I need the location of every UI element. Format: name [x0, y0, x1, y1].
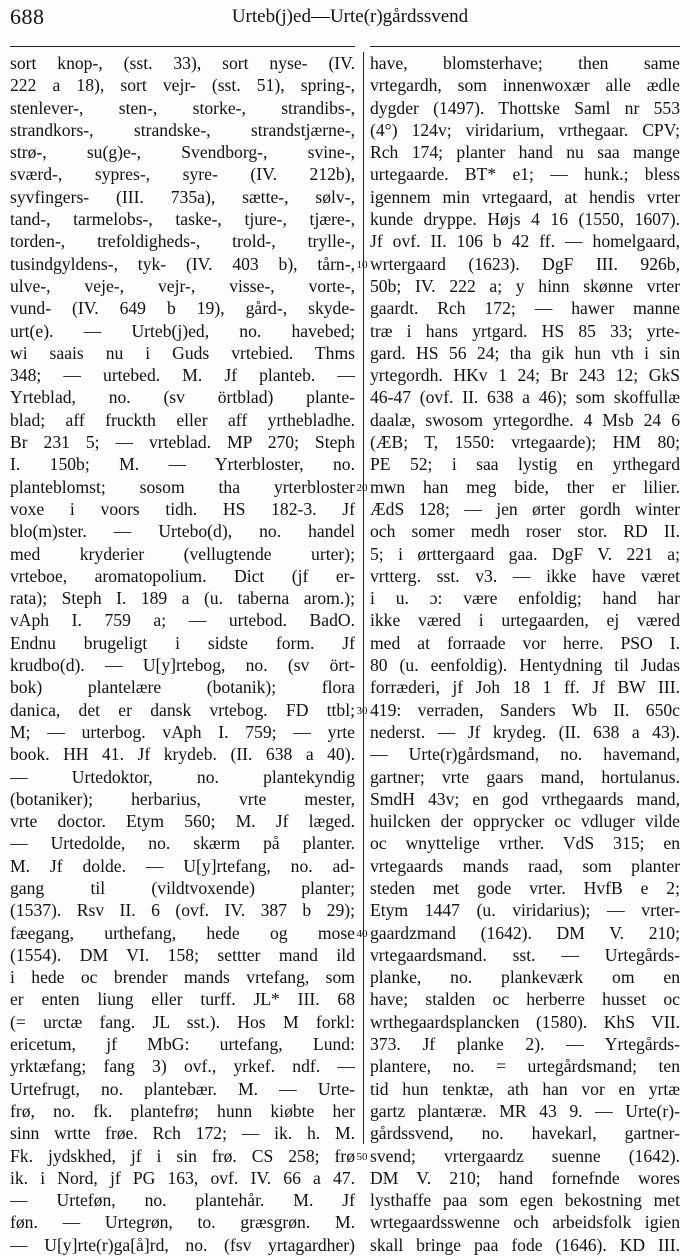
- text-line: ericetum, jf MbG: urtefang, Lund:: [10, 1034, 355, 1055]
- text-line: krudbo(d). — U[y]rtebog, no. (sv ört-: [10, 655, 355, 676]
- text-line: 373. Jf planke 2). — Yrtegårds-: [370, 1034, 680, 1055]
- text-line: vAph I. 759 a; — urtebod. BadO.: [10, 610, 355, 631]
- text-line: syvfingers- (III. 735a), sætte-, sølv-,: [10, 186, 355, 207]
- text-line: Br 231 5; — vrteblad. MP 270; Steph: [10, 432, 355, 453]
- text-line: vrteboe, aromatopolium. Dict (jf er-: [10, 565, 355, 586]
- text-line: vrtegaardsmand. sst. — Urtegårds-: [370, 944, 680, 965]
- page-number: 688: [10, 4, 45, 29]
- text-line: stenlever-, sten-, storke-, strandibs-,: [10, 97, 355, 118]
- text-line: gartz plantæræ. MR 43 9. — Urte(r)-: [370, 1100, 680, 1121]
- text-line: dygder (1497). Thottske Saml nr 553: [370, 97, 680, 118]
- text-line: wrthegaardsplancken (1580). KhS VII.: [370, 1011, 680, 1032]
- text-line: 46-47 (ovf. II. 638 a 46); som skoffullæ: [370, 387, 680, 408]
- text-line: wi saais nu i Guds vrtebied. Thms: [10, 342, 355, 363]
- text-line: tand-, tarmelobs-, taske-, tjure-, tjære-,: [10, 209, 355, 230]
- line-number: 50: [356, 1150, 368, 1163]
- text-line: Urtefrugt, no. plantebær. M. — Urte-: [10, 1078, 355, 1099]
- text-line: i hede oc brender mands vrtefang, som: [10, 967, 355, 988]
- line-number: 30: [356, 704, 368, 717]
- page-header: [0, 0, 700, 40]
- text-line: føn. — Urtegrøn, to. græsgrøn. M.: [10, 1212, 355, 1233]
- text-line: mwn han meg bide, ther er lilier.: [370, 476, 680, 497]
- text-line: Jf ovf. II. 106 b 42 ff. — homelgaard,: [370, 231, 680, 252]
- text-line: gaardt. Rch 172; — hawer manne: [370, 298, 680, 319]
- text-line: tusindgyldens-, tyk- (IV. 403 b), tårn-,: [10, 253, 355, 274]
- text-line: rata); Steph I. 189 a (u. taberna arom.);: [10, 588, 355, 609]
- text-line: — Urtedoktor, no. plantekyndig: [10, 766, 355, 787]
- text-line: 419: verraden, Sanders Wb II. 650c: [370, 699, 680, 720]
- text-line: skall bringe paa fode (1646). KD III.: [370, 1234, 680, 1255]
- text-line: SmdH 43v; en god vrthegaards mand,: [370, 788, 680, 809]
- text-line: forræderi, jf Joh 18 1 ff. Jf BW III.: [370, 677, 680, 698]
- text-line: urt(e). — Urteb(j)ed, no. havebed;: [10, 320, 355, 341]
- text-line: gard. HS 56 24; tha gik hun vth i sin: [370, 342, 680, 363]
- text-line: vund- (IV. 649 b 19), gård-, skyde-: [10, 298, 355, 319]
- text-line: vrtterg. sst. v3. — ikke have været: [370, 565, 680, 586]
- text-line: strandkors-, strandske-, strandstjærne-,: [10, 119, 355, 140]
- text-line: danica, det er dansk vrtebog. FD ttbl;: [10, 699, 355, 720]
- text-line: gårdssvend, no. havekarl, gartner-: [370, 1123, 680, 1144]
- text-line: Rch 174; planter hand nu saa mange: [370, 142, 680, 163]
- text-line: M. Jf dolde. — U[y]rtefang, no. ad-: [10, 855, 355, 876]
- left-column: [10, 52, 355, 1256]
- text-line: strø-, su(g)e-, Svendborg-, svine-,: [10, 142, 355, 163]
- text-line: frø, no. fk. plantefrø; hunn kiøbte her: [10, 1100, 355, 1121]
- text-line: fæegang, urthefang, hede og mose: [10, 922, 355, 943]
- text-line: — Urte(r)gårdsmand, no. havemand,: [370, 744, 680, 765]
- text-line: gaardzmand (1642). DM V. 210;: [370, 922, 680, 943]
- text-line: med at forraade vor herre. PSO I.: [370, 632, 680, 653]
- text-line: 348; — urtebed. M. Jf planteb. —: [10, 365, 355, 386]
- text-line: Etym 1447 (u. viridarius); — vrter-: [370, 900, 680, 921]
- text-line: vrtegardh, som innenwoxær alle ædle: [370, 75, 680, 96]
- text-line: er enten liung eller turff. JL* III. 68: [10, 989, 355, 1010]
- text-line: bok) plantelære (botanik); flora: [10, 677, 355, 698]
- text-line: blad; aff fruckth eller aff yrthebladhe.: [10, 409, 355, 430]
- text-line: ikke væred i urtegaarden, ej væred: [370, 610, 680, 631]
- text-line: yrtegordh. HKv 1 24; Br 243 12; GkS: [370, 365, 680, 386]
- text-line: yrktæfang; fang 3) ovf., yrkef. ndf. —: [10, 1056, 355, 1077]
- text-line: ÆdS 128; — jen ørter gordh winter: [370, 498, 680, 519]
- text-line: nederst. — Jf krydeg. (II. 638 a 43).: [370, 721, 680, 742]
- text-line: tid hun tenktæ, ath han vor en yrtæ: [370, 1078, 680, 1099]
- text-line: planke, no. plankeværk om en: [370, 967, 680, 988]
- text-line: 222 a 18), sort vejr- (sst. 51), spring-,: [10, 75, 355, 96]
- text-line: urtegaarde. BT* e1; — hunk.; bless: [370, 164, 680, 185]
- text-line: steden met gode vrter. HvfB e 2;: [370, 877, 680, 898]
- text-line: have; stalden oc herberre husset oc: [370, 989, 680, 1010]
- text-line: i u. ɔ: være enfoldig; hand har: [370, 588, 680, 609]
- text-line: — Urtedolde, no. skærm på planter.: [10, 833, 355, 854]
- text-line: svend; vrtergaardz suenne (1642).: [370, 1145, 680, 1166]
- running-head: Urteb(j)ed—Urte(r)gårdssvend: [231, 6, 469, 27]
- text-line: have, blomsterhave; then same: [370, 53, 680, 73]
- column-divider: [363, 52, 364, 1144]
- text-line: vrtegaards mands raad, som planter: [370, 855, 680, 876]
- text-line: — Urteføn, no. plantehår. M. Jf: [10, 1190, 355, 1211]
- text-line: (1554). DM VI. 158; settter mand ild: [10, 944, 355, 965]
- text-line: plantere, no. = urtegårdsmand; ten: [370, 1056, 680, 1077]
- text-line: træ i hans yrtgard. HS 85 33; yrte-: [370, 320, 680, 341]
- text-line: blo(m)ster. — Urtebo(d), no. handel: [10, 521, 355, 542]
- text-line: 80 (u. eenfoldig). Hentydning til Judas: [370, 655, 680, 676]
- text-line: Yrteblad, no. (sv örtblad) plante-: [10, 387, 355, 408]
- text-line: M; — urterbog. vAph I. 759; — yrte: [10, 721, 355, 742]
- text-line: sværd-, sypres-, syre- (IV. 212b),: [10, 164, 355, 185]
- text-line: planteblomst; sosom tha yrterbloster: [10, 476, 355, 497]
- text-line: gang til (vildtvoxende) planter;: [10, 877, 355, 898]
- text-line: (4°) 124v; viridarium, vrthegaar. CPV;: [370, 119, 680, 140]
- text-line: (1537). Rsv II. 6 (ovf. IV. 387 b 29);: [10, 900, 355, 921]
- text-line: wrtergaard (1623). DgF III. 926b,: [370, 253, 680, 274]
- text-line: PE 52; i saa lystig en yrthegard: [370, 454, 680, 475]
- text-line: ik. i Nord, jf PG 163, ovf. IV. 66 a 47.: [10, 1167, 355, 1188]
- header-rule-left: [10, 46, 355, 47]
- text-line: DM V. 210; hand fornefnde wores: [370, 1167, 680, 1188]
- text-line: — U[y]rte(r)ga[å]rd, no. (fsv yrtagardher): [10, 1234, 355, 1255]
- text-line: huilcken der opprycker oc vdluger vilde: [370, 811, 680, 832]
- text-line: kunde dryppe. Højs 4 16 (1550, 1607).: [370, 209, 680, 230]
- text-line: torden-, trefoldigheds-, trold-, trylle-,: [10, 231, 355, 252]
- right-column: [370, 52, 680, 1256]
- text-line: Fk. jydskhed, jf i sin frø. CS 258; frø: [10, 1145, 355, 1166]
- text-line: (botaniker); herbarius, vrte mester,: [10, 788, 355, 809]
- text-line: med kryderier (vellugtende urter);: [10, 543, 355, 564]
- text-line: book. HH 41. Jf krydeb. (II. 638 a 40).: [10, 744, 355, 765]
- text-line: sinn wrtte frøe. Rch 172; — ik. h. M.: [10, 1123, 355, 1144]
- line-number: 20: [356, 481, 368, 494]
- text-line: Endnu brugeligt i sidste form. Jf: [10, 632, 355, 653]
- text-line: 50b; IV. 222 a; y hinn skønne vrter: [370, 275, 680, 296]
- text-line: (= urctæ fang. JL sst.). Hos M forkl:: [10, 1011, 355, 1032]
- text-line: vrte doctor. Etym 560; M. Jf læged.: [10, 811, 355, 832]
- text-line: voxe i voors tidh. HS 182-3. Jf: [10, 498, 355, 519]
- text-line: oc wnyttelige vrther. VdS 315; en: [370, 833, 680, 854]
- text-line: sort knop-, (sst. 33), sort nyse- (IV.: [10, 53, 355, 73]
- text-line: ulve-, veje-, vejr-, visse-, vorte-,: [10, 275, 355, 296]
- line-number: 10: [356, 258, 368, 271]
- text-line: och somer medh roser stor. RD II.: [370, 521, 680, 542]
- line-number: 40: [356, 927, 368, 940]
- text-line: gartner; vrte gaars mand, hortulanus.: [370, 766, 680, 787]
- text-line: I. 150b; M. — Yrterbloster, no.: [10, 454, 355, 475]
- text-line: lysthaffe paa som egen bekostning met: [370, 1190, 680, 1211]
- text-line: 5; i ørttergaard gaa. DgF V. 221 a;: [370, 543, 680, 564]
- text-line: (ÆB; T, 1550: vrtegaarde); HM 80;: [370, 432, 680, 453]
- text-line: daalæ, swosom yrtegordhe. 4 Msb 24 6: [370, 409, 680, 430]
- header-rule-right: [370, 46, 680, 47]
- text-line: igennem min vrtegaard, at hendis vrter: [370, 186, 680, 207]
- text-line: wrtegaardsswenne och arbeidsfolk igien: [370, 1212, 680, 1233]
